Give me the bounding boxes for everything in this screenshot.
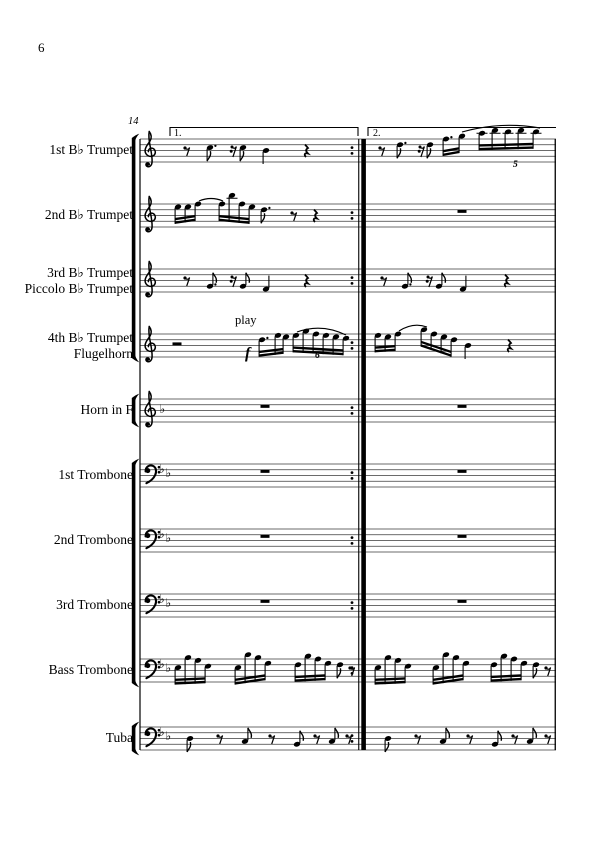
staff-1-notation xyxy=(174,192,466,224)
staff-label-5: 1st Trombone xyxy=(58,467,133,482)
key-signature-flat: ♭ xyxy=(165,661,172,675)
key-signature-flat: ♭ xyxy=(159,402,166,416)
key-signature-flat: ♭ xyxy=(159,592,165,606)
staff-label-9: Tuba xyxy=(105,730,133,745)
key-signature-flat: ♭ xyxy=(159,657,165,671)
key-signature-flat: ♭ xyxy=(159,527,165,541)
staff-2-notation xyxy=(183,273,508,293)
staff-label-7: 3rd Trombone xyxy=(56,597,133,612)
treble-clef-icon xyxy=(145,392,155,427)
treble-clef-icon xyxy=(145,327,155,362)
tuplet-5-number: 5 xyxy=(513,160,518,170)
key-signature-flat: ♭ xyxy=(159,725,165,739)
staff-label-8: Bass Trombone xyxy=(48,662,133,677)
staff-label-1: 2nd B♭ Trumpet xyxy=(44,207,133,222)
key-signature-flat: ♭ xyxy=(165,596,172,610)
treble-clef-icon xyxy=(145,132,155,167)
tuplet-6-number: 6 xyxy=(315,351,320,361)
staff-label-2: 3rd B♭ Trumpet Piccolo B♭ Trumpet xyxy=(24,264,133,296)
treble-clef-icon xyxy=(145,197,155,232)
key-signature-flat: ♭ xyxy=(159,462,165,476)
treble-clef-icon xyxy=(145,262,155,297)
staff-label-6: 2nd Trombone xyxy=(53,532,133,547)
measure-number: 14 xyxy=(128,116,139,127)
page-number: 6 xyxy=(38,40,45,55)
key-signature-flat: ♭ xyxy=(165,466,172,480)
staff-9-notation xyxy=(186,728,550,752)
forte-dynamic-marking: f xyxy=(245,345,251,362)
volta-2-label: 2. xyxy=(373,128,381,139)
play-marking: play xyxy=(235,313,257,327)
staff-label-3: 4th B♭ Trumpet Flugelhorn xyxy=(47,329,133,361)
volta-1-label: 1. xyxy=(174,128,182,139)
staff-label-4: Horn in F xyxy=(80,402,133,417)
staff-label-0: 1st B♭ Trumpet xyxy=(49,142,133,157)
staff-3-notation xyxy=(173,325,512,359)
key-signature-flat: ♭ xyxy=(165,729,172,743)
key-signature-flat: ♭ xyxy=(165,531,172,545)
